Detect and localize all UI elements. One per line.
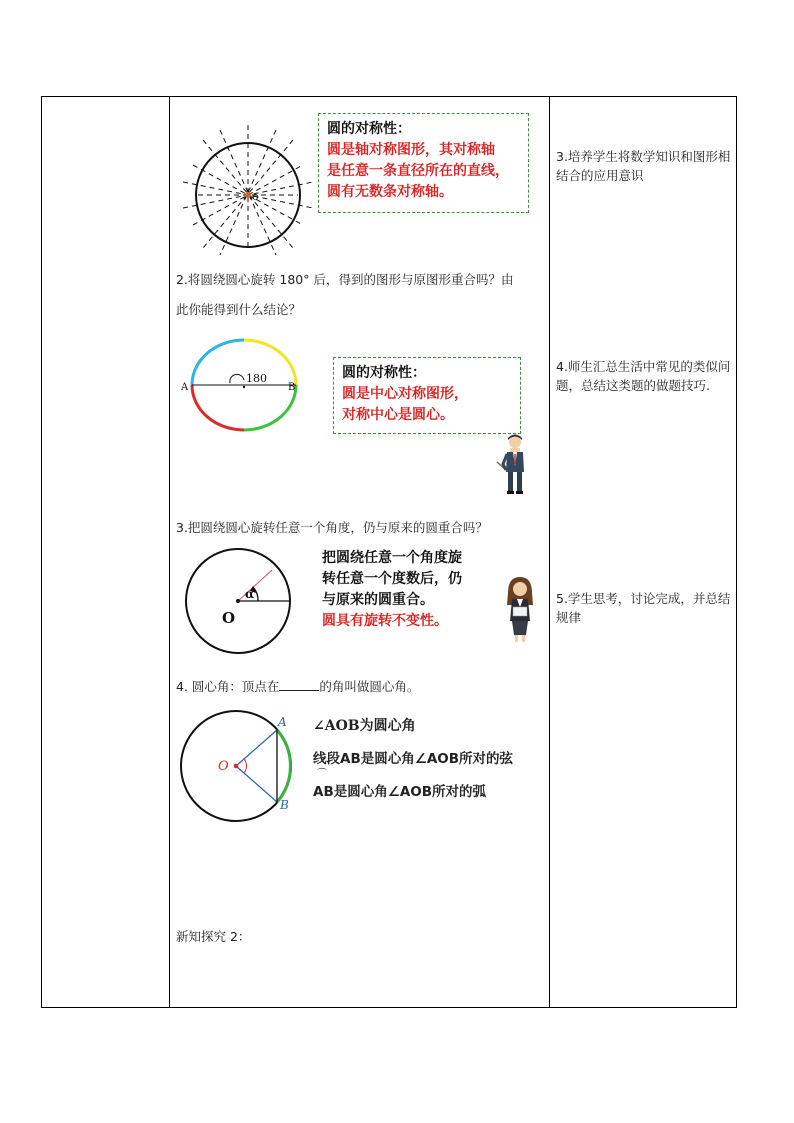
teacher-man-illustration xyxy=(495,432,535,496)
svg-text:o: o xyxy=(252,190,259,203)
question-4 xyxy=(176,677,546,697)
label-b: B xyxy=(288,382,296,393)
text3-line-2: 转任意一个度数后，仍 xyxy=(322,571,462,587)
question-2-line-2: 此你能得到什么结论？ xyxy=(176,302,302,317)
text4-arc-row xyxy=(313,769,545,804)
box1-line-3: 圆有无数条对称轴。 xyxy=(327,184,453,200)
text4-line-2: 线段AB是圆心角∠AOB所对的弦 xyxy=(313,751,514,767)
point-b-label: B xyxy=(280,798,289,812)
question-4-suffix: 的角叫做圆心角。 xyxy=(319,679,420,694)
box2-line-2: 对称中心是圆心。 xyxy=(342,407,454,423)
box2-title: 圆的对称性： xyxy=(342,365,426,381)
point-a-label: A xyxy=(278,715,287,729)
central-symmetry-box xyxy=(333,357,521,434)
rotation-invariance-text xyxy=(322,548,497,632)
central-angle-figure xyxy=(178,708,303,823)
column-divider-1 xyxy=(169,97,170,1007)
box1-line-1: 圆是轴对称图形，其对称轴 xyxy=(327,142,495,158)
question-2-line-1: 2.将圆绕圆心旋转 180° 后，得到的图形与原图形重合吗？由 xyxy=(176,272,514,287)
box1-title: 圆的对称性： xyxy=(327,121,411,137)
box2-line-1: 圆是中心对称图形， xyxy=(342,386,468,402)
text3-line-3: 与原来的圆重合。 xyxy=(322,592,434,608)
teacher-woman-illustration xyxy=(500,575,540,645)
text3-red-line: 圆具有旋转不变性。 xyxy=(322,613,448,629)
new-explore-heading: 新知探究 2： xyxy=(176,929,251,944)
label-a: A xyxy=(181,382,189,393)
angle-180-label: 180 xyxy=(246,372,267,385)
rotation-180-figure xyxy=(178,335,303,435)
question-2 xyxy=(176,270,546,320)
box1-line-2: 是任意一条直径所在的直线， xyxy=(327,163,509,179)
note-5: 5.学生思考，讨论完成，并总结规律 xyxy=(556,591,731,625)
alpha-label: α xyxy=(245,587,255,601)
note-4: 4.师生汇总生活中常见的类似问题，总结这类题的做题技巧. xyxy=(556,359,731,393)
center-o-label: O xyxy=(222,609,236,627)
text4-line-3: AB是圆心角∠AOB所对的弧 xyxy=(313,784,487,800)
symmetry-axes-figure xyxy=(178,120,318,255)
note-3: 3.培养学生将数学知识和图形相结合的应用意识 xyxy=(556,149,731,183)
text4-line-1: ∠AOB为圆心角 xyxy=(313,718,416,734)
question-3: 3.把圆绕圆心旋转任意一个角度，仍与原来的圆重合吗？ xyxy=(176,520,488,535)
arc-symbol: ⌒ xyxy=(317,769,327,780)
question-4-prefix: 4. 圆心角：顶点在 xyxy=(176,679,280,694)
text3-line-1: 把圆绕任意一个角度旋 xyxy=(322,550,462,566)
axial-symmetry-box xyxy=(318,113,529,213)
answer-blank xyxy=(279,677,319,691)
point-o-label: O xyxy=(218,759,229,774)
central-angle-text xyxy=(313,716,545,804)
rotation-invariance-figure xyxy=(178,548,298,663)
column-divider-2 xyxy=(549,97,550,1007)
